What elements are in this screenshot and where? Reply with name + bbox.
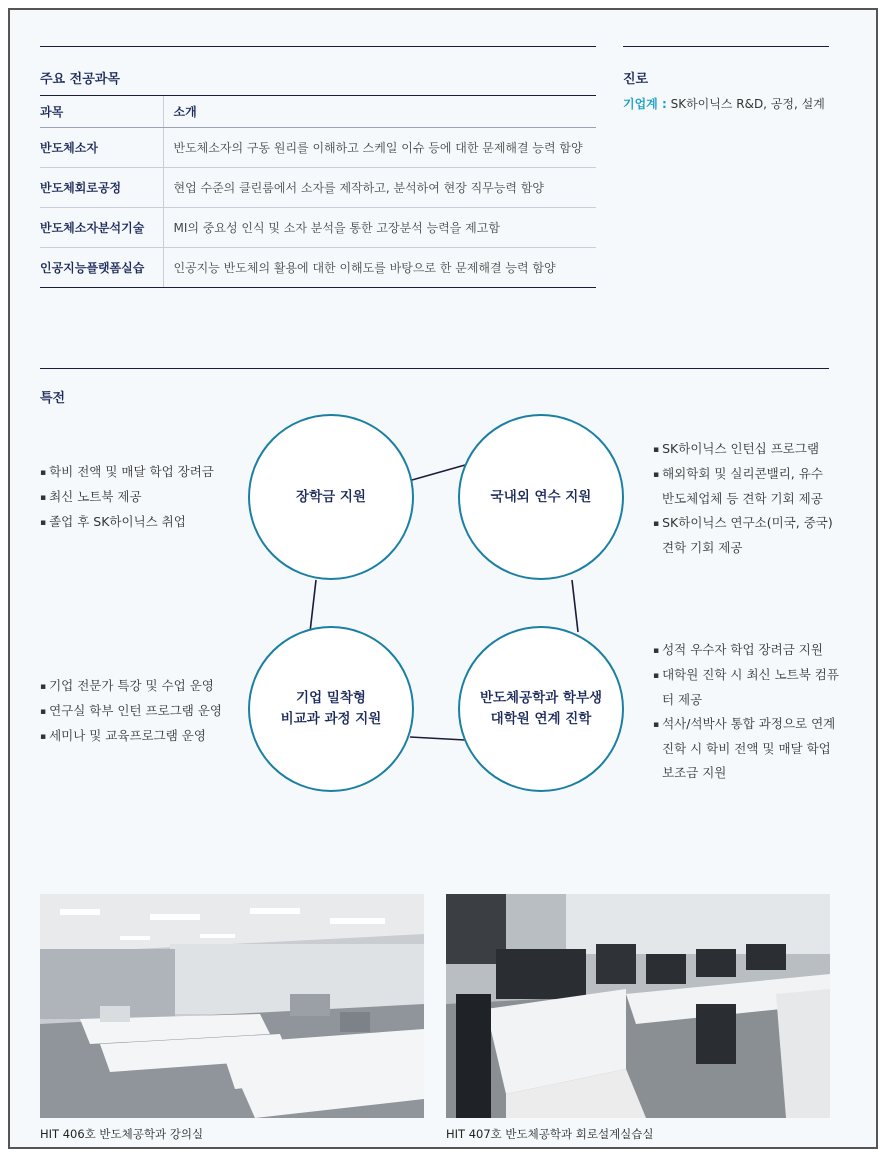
list-item: ▪ 성적 우수자 학업 장려금 지원 xyxy=(653,638,843,663)
circle-extracurricular xyxy=(248,626,414,792)
list-item: ▪ 최신 노트북 제공 xyxy=(40,485,240,510)
header-subject: 과목 xyxy=(40,96,163,128)
circle-label: 반도체공학과 학부생 xyxy=(479,690,603,706)
list-item: ▪ 기업 전문가 특강 및 수업 운영 xyxy=(40,674,245,699)
connector-line xyxy=(572,580,578,632)
list-item: ▪ 세미나 및 교육프로그램 운영 xyxy=(40,724,245,749)
circle-label: 기업 밀착형 xyxy=(296,690,366,706)
course-desc: 인공지능 반도체의 활용에 대한 이해도를 바탕으로 한 문제해결 능력 함양 xyxy=(163,248,596,288)
list-item: ▪ 석사/석박사 통합 과정으로 연계 진학 시 학비 전액 및 매달 학업 보조금 지원 xyxy=(653,712,843,785)
list-item: ▪ 학비 전액 및 매달 학업 장려금 xyxy=(40,460,240,485)
benefit-list-extracurricular xyxy=(40,674,245,749)
courses-title: 주요 전공과목 xyxy=(40,72,120,87)
list-item: ▪ 졸업 후 SK하이닉스 취업 xyxy=(40,510,240,535)
circle-label: 국내외 연수 지원 xyxy=(490,488,592,505)
circle-training xyxy=(458,414,624,580)
benefit-list-training xyxy=(653,437,838,560)
list-item: ▪ 대학원 진학 시 최신 노트북 컴퓨터 제공 xyxy=(653,663,843,712)
course-subject: 반도체소자분석기술 xyxy=(40,208,163,248)
career-value: SK하이닉스 R&D, 공정, 설계 xyxy=(666,97,825,111)
connector-line xyxy=(412,465,465,480)
list-item: ▪ SK하이닉스 연구소(미국, 중국) 견학 기회 제공 xyxy=(653,511,838,560)
lecture-room-caption: HIT 406호 반도체공학과 강의실 xyxy=(40,1127,204,1141)
benefit-list-scholarship xyxy=(40,460,240,535)
page xyxy=(8,8,878,1149)
circle-label: 대학원 연계 진학 xyxy=(490,711,592,727)
course-desc: 반도체소자의 구동 원리를 이해하고 스케일 이슈 등에 대한 문제해결 능력 함양 xyxy=(163,128,596,168)
lab-photo xyxy=(446,894,830,1118)
list-item: ▪ 해외학회 및 실리콘밸리, 유수 반도체업체 등 견학 기회 제공 xyxy=(653,462,838,511)
benefit-list-graduate xyxy=(653,638,843,785)
lecture-room-photo xyxy=(40,894,424,1118)
circle-graduate xyxy=(458,626,624,792)
lab-image xyxy=(446,894,830,1118)
course-desc: 현업 수준의 클린룸에서 소자를 제작하고, 분석하여 현장 직무능력 함양 xyxy=(163,168,596,208)
course-subject: 인공지능플랫폼실습 xyxy=(40,248,163,288)
career-title: 진로 xyxy=(623,72,649,87)
circle-label: 비교과 과정 지원 xyxy=(280,711,382,727)
course-desc: MI의 중요성 인식 및 소자 분석을 통한 고장분석 능력을 제고함 xyxy=(163,208,596,248)
benefits-title: 특전 xyxy=(40,391,66,406)
header-desc: 소개 xyxy=(163,96,596,128)
circle-label: 장학금 지원 xyxy=(296,488,366,505)
career-key: 기업계 : xyxy=(623,97,667,111)
circle-scholarship xyxy=(248,414,414,580)
connector-line xyxy=(410,737,465,740)
course-subject: 반도체회로공정 xyxy=(40,168,163,208)
lecture-room-image xyxy=(40,894,424,1118)
course-subject: 반도체소자 xyxy=(40,128,163,168)
lab-caption: HIT 407호 반도체공학과 회로설계실습실 xyxy=(446,1127,654,1141)
list-item: ▪ 연구실 학부 인턴 프로그램 운영 xyxy=(40,699,245,724)
connector-line xyxy=(310,580,316,632)
list-item: ▪ SK하이닉스 인턴십 프로그램 xyxy=(653,437,838,462)
